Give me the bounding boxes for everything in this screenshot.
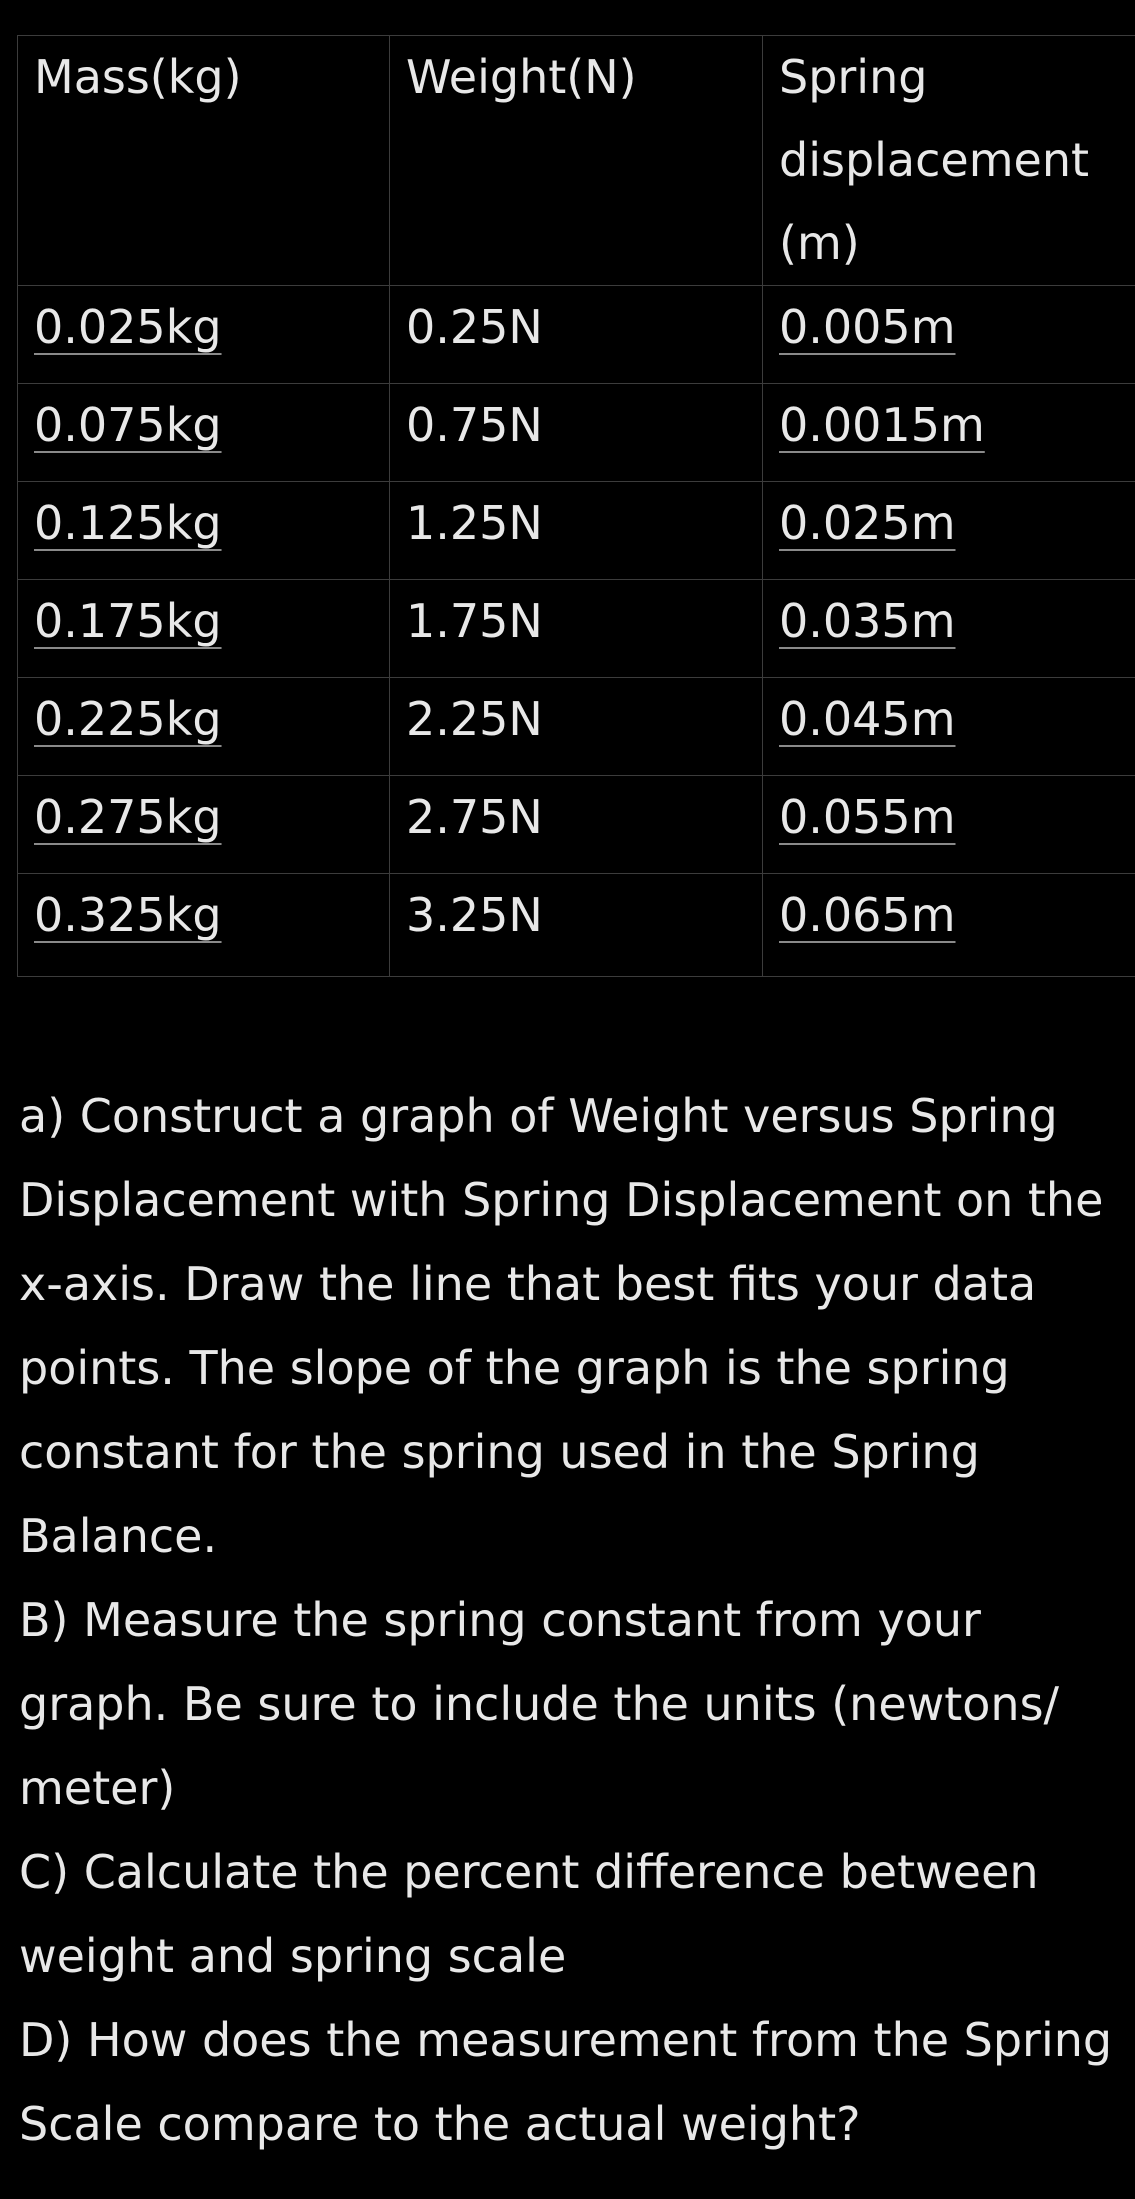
displacement-value: 0.005m <box>779 300 956 354</box>
mass-value: 0.175kg <box>34 594 222 648</box>
mass-value: 0.125kg <box>34 496 222 550</box>
question-b: B) Measure the spring constant from your graph. Be sure to include the units (newtons/ meter) <box>19 1593 1060 1815</box>
table-row <box>18 776 1135 874</box>
question-c: C) Calculate the percent difference between weight and spring scale <box>19 1845 1039 1983</box>
displacement-value: 0.035m <box>779 594 956 648</box>
header-spring-displacement: Spring displacement (m) <box>763 36 1135 286</box>
displacement-cell[interactable] <box>763 874 1135 977</box>
mass-cell[interactable] <box>18 384 390 482</box>
displacement-cell[interactable] <box>763 482 1135 580</box>
weight-cell: 1.75N <box>390 580 763 678</box>
weight-cell: 0.75N <box>390 384 763 482</box>
displacement-value: 0.025m <box>779 496 956 550</box>
question-d: D) How does the measurement from the Spring Scale compare to the actual weight? <box>19 2013 1113 2151</box>
weight-cell: 1.25N <box>390 482 763 580</box>
mass-cell[interactable] <box>18 776 390 874</box>
mass-cell[interactable] <box>18 678 390 776</box>
questions-text <box>19 1074 1119 2166</box>
table-row <box>18 874 1135 977</box>
displacement-cell[interactable] <box>763 678 1135 776</box>
mass-value: 0.325kg <box>34 888 222 942</box>
table-row <box>18 482 1135 580</box>
header-mass: Mass(kg) <box>18 36 390 286</box>
weight-cell: 3.25N <box>390 874 763 977</box>
table-row <box>18 384 1135 482</box>
header-weight: Weight(N) <box>390 36 763 286</box>
weight-cell: 2.25N <box>390 678 763 776</box>
weight-cell: 0.25N <box>390 286 763 384</box>
displacement-cell[interactable] <box>763 286 1135 384</box>
weight-cell: 2.75N <box>390 776 763 874</box>
table-row <box>18 678 1135 776</box>
mass-value: 0.025kg <box>34 300 222 354</box>
question-a: a) Construct a graph of Weight versus Spring Displacement with Spring Displacement on the x-axis. Draw the line that best fits your data points. The slope of the graph is the spring constant for the spring used in the Spring Balance. <box>19 1089 1104 1563</box>
table-row <box>18 580 1135 678</box>
mass-cell[interactable] <box>18 874 390 977</box>
displacement-cell[interactable] <box>763 384 1135 482</box>
mass-value: 0.075kg <box>34 398 222 452</box>
mass-cell[interactable] <box>18 286 390 384</box>
displacement-value: 0.045m <box>779 692 956 746</box>
displacement-value: 0.0015m <box>779 398 985 452</box>
table-header-row <box>18 36 1135 286</box>
mass-cell[interactable] <box>18 580 390 678</box>
table-row <box>18 286 1135 384</box>
data-table <box>17 35 1135 977</box>
mass-value: 0.275kg <box>34 790 222 844</box>
displacement-value: 0.065m <box>779 888 956 942</box>
mass-cell[interactable] <box>18 482 390 580</box>
displacement-value: 0.055m <box>779 790 956 844</box>
displacement-cell[interactable] <box>763 776 1135 874</box>
displacement-cell[interactable] <box>763 580 1135 678</box>
mass-value: 0.225kg <box>34 692 222 746</box>
